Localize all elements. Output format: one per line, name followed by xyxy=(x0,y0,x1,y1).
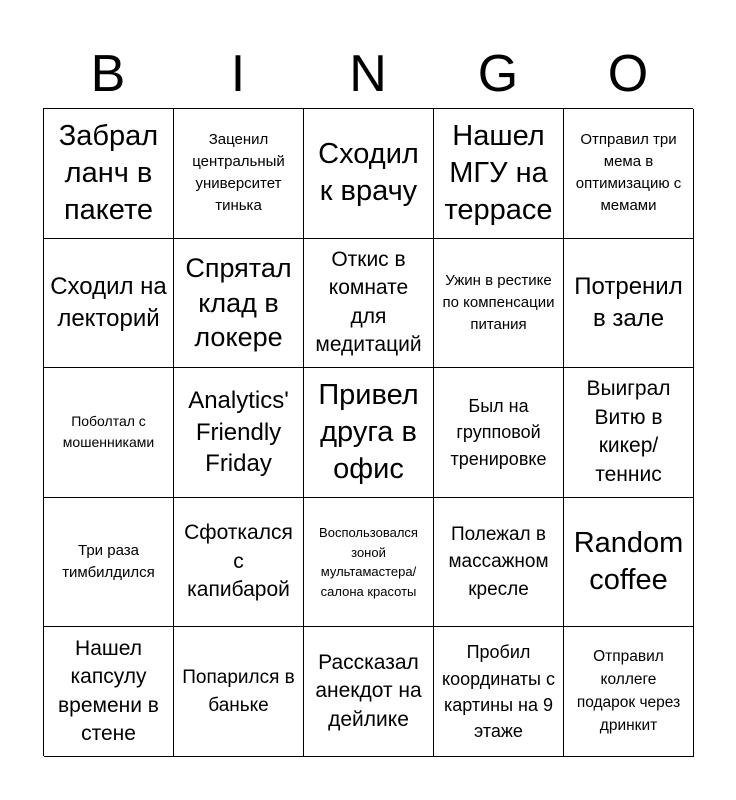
bingo-cell[interactable] xyxy=(304,627,434,757)
cell-text: Привел друга в офис xyxy=(318,378,419,486)
cell-text: Заценил центральный университет тинька xyxy=(192,130,285,215)
bingo-cell[interactable] xyxy=(174,498,304,628)
bingo-cell[interactable] xyxy=(304,109,434,239)
header-letter-n: N xyxy=(349,45,387,103)
bingo-cell[interactable] xyxy=(304,498,434,628)
header-letter-b: B xyxy=(90,45,126,103)
bingo-cell[interactable] xyxy=(174,239,304,369)
bingo-cell[interactable] xyxy=(434,109,564,239)
header-letter-i: I xyxy=(230,45,246,103)
cell-text: Random coffee xyxy=(573,526,684,597)
bingo-cell[interactable] xyxy=(44,109,174,239)
cell-text: Три раза тимбилдился xyxy=(62,541,155,582)
cell-text: Рассказал анекдот на дейлике xyxy=(315,650,422,731)
cell-text: Спрятал клад в локере xyxy=(185,253,292,353)
bingo-cell[interactable] xyxy=(174,109,304,239)
cell-text: Пробил координаты с картины на 9 этаже xyxy=(442,642,555,741)
cell-text: Нашел капсулу времени в стене xyxy=(58,636,159,746)
bingo-cell[interactable] xyxy=(564,498,694,628)
bingo-cell[interactable] xyxy=(304,368,434,498)
cell-text: Нашел МГУ на террасе xyxy=(444,119,553,226)
bingo-cell[interactable] xyxy=(44,627,174,757)
cell-text: Отправил три мема в оптимизацию с мемами xyxy=(575,130,682,215)
cell-text: Поболтал с мошенниками xyxy=(62,413,155,451)
bingo-cell[interactable] xyxy=(564,627,694,757)
bingo-cell[interactable] xyxy=(174,627,304,757)
bingo-cell[interactable] xyxy=(434,627,564,757)
cell-text: Отправил коллеге подарок через дринкит xyxy=(576,647,681,734)
cell-text: Забрал ланч в пакете xyxy=(58,119,159,226)
cell-text: Сфоткался с капибарой xyxy=(184,521,293,602)
header-letter-o: O xyxy=(607,45,649,103)
cell-text: Выиграл Витю в кикер/теннис xyxy=(586,377,671,487)
bingo-cell[interactable] xyxy=(434,239,564,369)
bingo-cell[interactable] xyxy=(564,368,694,498)
bingo-cell[interactable] xyxy=(564,109,694,239)
bingo-cell[interactable] xyxy=(174,368,304,498)
bingo-cell[interactable] xyxy=(304,239,434,369)
bingo-cell[interactable] xyxy=(434,368,564,498)
cell-text: Был на групповой тренировке xyxy=(450,396,547,469)
cell-text: Попарился в баньке xyxy=(182,667,295,716)
cell-text: Воспользовался зоной мультамастера/салона красоты xyxy=(319,525,418,599)
cell-text: Потренил в зале xyxy=(574,273,683,332)
bingo-cell[interactable] xyxy=(434,498,564,628)
header-letter-g: G xyxy=(477,45,519,103)
bingo-cell[interactable] xyxy=(44,239,174,369)
bingo-header xyxy=(43,40,693,108)
bingo-cell[interactable] xyxy=(44,368,174,498)
bingo-cell[interactable] xyxy=(44,498,174,628)
cell-text: Сходил на лекторий xyxy=(50,273,167,332)
bingo-cell[interactable] xyxy=(564,239,694,369)
cell-text: Полежал в массажном кресле xyxy=(448,523,549,600)
cell-text: Ужин в рестике по компенсации питания xyxy=(442,271,555,333)
cell-text: Откис в комнате для медитаций xyxy=(315,247,422,357)
cell-text: Analytics' Friendly Friday xyxy=(188,386,289,478)
cell-text: Сходил к врачу xyxy=(318,138,419,208)
bingo-card xyxy=(43,108,693,756)
